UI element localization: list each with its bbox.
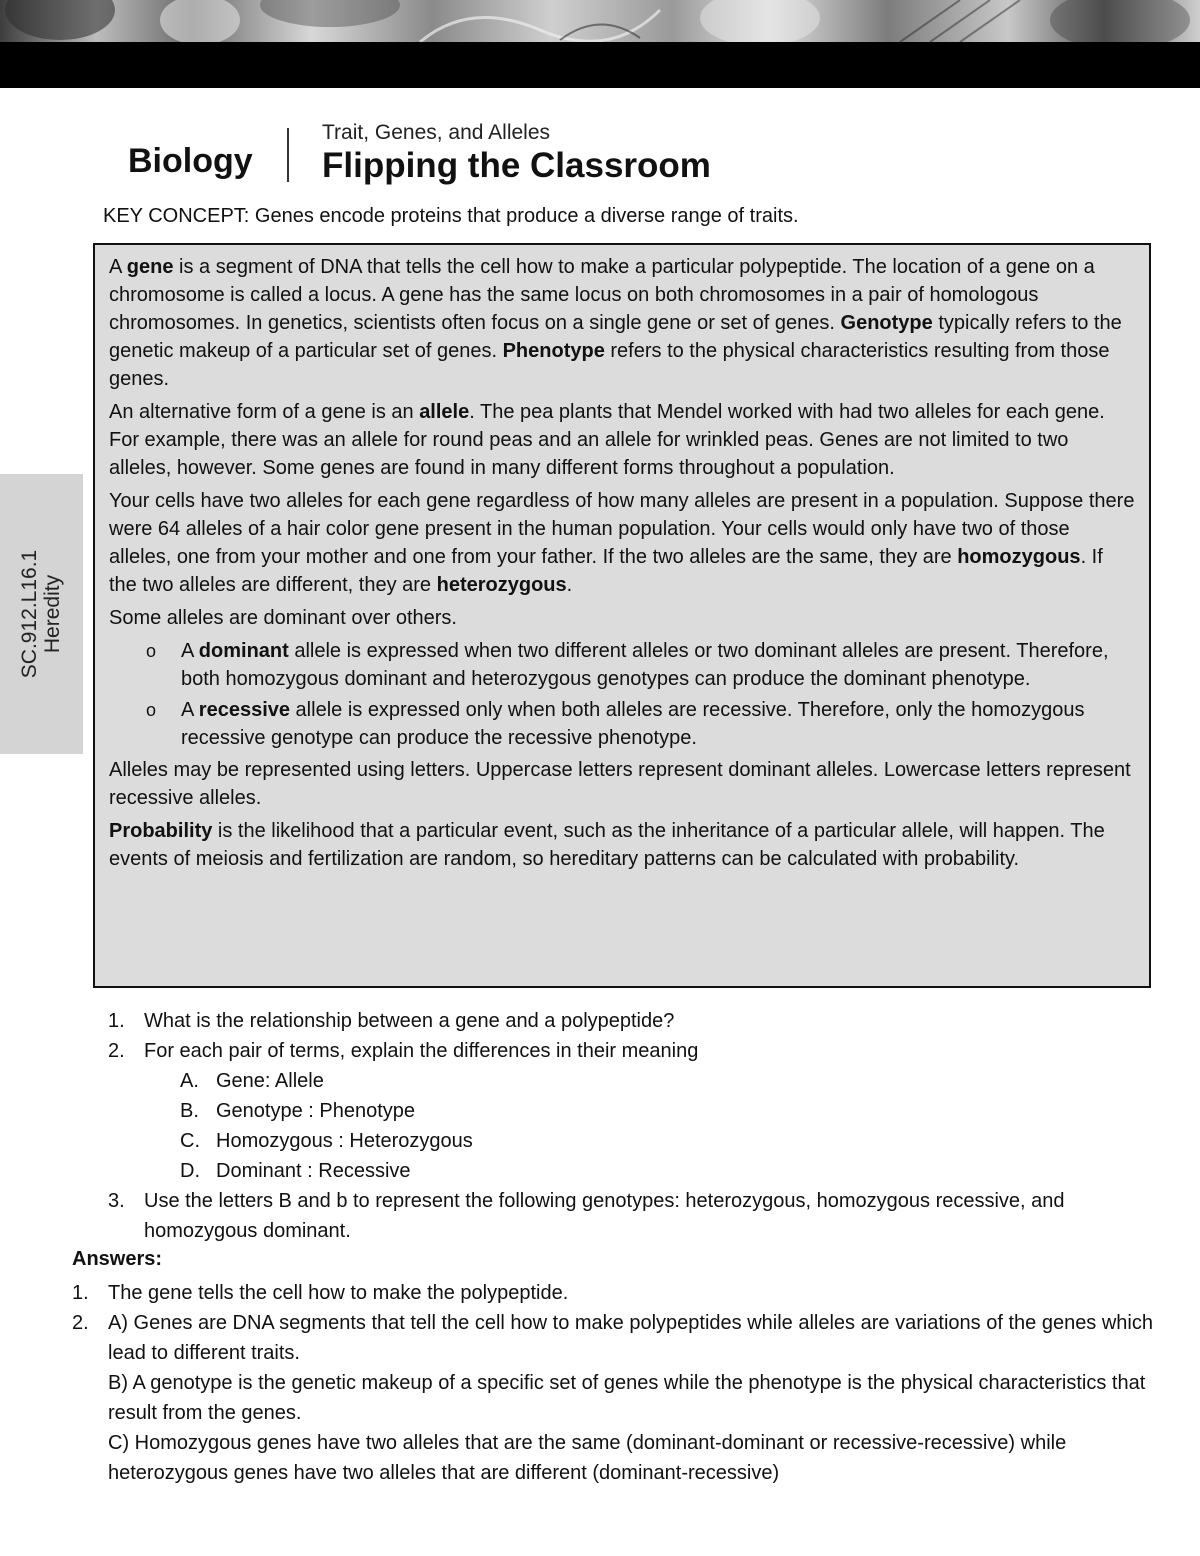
header-black-bar xyxy=(0,42,1200,88)
answer-1: 1. The gene tells the cell how to make the polypeptide. xyxy=(72,1282,569,1304)
term-homozygous: homozygous xyxy=(957,546,1081,568)
answer-list xyxy=(72,1278,1162,1488)
term-dominant: dominant xyxy=(198,640,289,662)
term-heterozygous: heterozygous xyxy=(436,574,567,596)
bullet-marker: o xyxy=(146,700,157,720)
answer-2c: C) Homozygous genes have two alleles that are the same (dominant-dominant or recessive-recessive) while heterozygous genes have two alleles that are different (dominant-recessive) xyxy=(108,1432,1067,1484)
question-2-item: A. Gene: Allele xyxy=(180,1070,324,1092)
side-tab-standard xyxy=(0,474,83,754)
term-genotype: Genotype xyxy=(840,312,933,334)
lesson-subtitle: Trait, Genes, and Alleles xyxy=(322,121,551,144)
answers-heading: Answers: xyxy=(72,1248,163,1270)
banner-texture-graphic xyxy=(0,0,1200,42)
paragraph-zygosity: Your cells have two alleles for each gene regardless of how many alleles are present in a population. Suppose there were 64 alleles of a hair color gene present in the human population. Your cells would only have two of those alleles, one from your mother and one from your father. If the two alleles are the same, they are homozygous. If the two alleles are different, they are heterozygous. xyxy=(109,490,1135,596)
answer-2b: B) A genotype is the genetic makeup of a specific set of genes while the phenotype is the physical characteristics that result from the genes. xyxy=(108,1372,1146,1424)
header-divider xyxy=(287,128,289,182)
key-concept: KEY CONCEPT: Genes encode proteins that produce a diverse range of traits. xyxy=(103,205,799,227)
list-item: o A recessive allele is expressed only when both alleles are recessive. Therefore, only the homozygous recessive genotype can produce the recessive phenotype. xyxy=(109,696,1135,752)
term-allele: allele xyxy=(419,401,470,423)
header-banner-image xyxy=(0,0,1200,42)
answer-2a: A) Genes are DNA segments that tell the cell how to make polypeptides while alleles are variations of the genes which lead to different traits. xyxy=(108,1312,1153,1364)
paragraph-allele: An alternative form of a gene is an allele. The pea plants that Mendel worked with had two alleles for each gene. For example, there was an allele for round peas and an allele for wrinkled peas. Genes are not limited to two alleles, however. Some genes are found in many different forms throughout a population. xyxy=(109,401,1105,479)
question-2-item: C. Homozygous : Heterozygous xyxy=(180,1130,473,1152)
side-tab-text xyxy=(18,550,64,678)
question-2-item: B. Genotype : Phenotype xyxy=(180,1100,416,1122)
question-2: 2. For each pair of terms, explain the differences in their meaning xyxy=(108,1040,699,1062)
bullet-marker: o xyxy=(146,641,157,661)
paragraph-letters: Alleles may be represented using letters. Uppercase letters represent dominant alleles. Lowercase letters represent recessive alleles. xyxy=(109,759,1131,809)
dominance-list xyxy=(109,637,1135,752)
question-1: 1. What is the relationship between a gene and a polypeptide? xyxy=(108,1010,675,1032)
question-3: 3. Use the letters B and b to represent the following genotypes: heterozygous, homozygous recessive, and homozygous dominant. xyxy=(108,1190,1065,1242)
question-2-item: D. Dominant : Recessive xyxy=(180,1160,411,1182)
term-gene: gene xyxy=(126,256,174,278)
question-list xyxy=(108,1006,1148,1246)
reading-box xyxy=(93,243,1151,988)
standard-code: SC.912.L16.1 xyxy=(18,549,41,679)
standard-topic: Heredity xyxy=(41,574,64,654)
term-recessive: recessive xyxy=(198,699,290,721)
paragraph-dominance: Some alleles are dominant over others. xyxy=(109,607,457,629)
subject-label: Biology xyxy=(128,142,253,180)
term-phenotype: Phenotype xyxy=(502,340,605,362)
answer-2: 2. A) Genes are DNA segments that tell the cell how to make polypeptides while alleles are variations of the genes which lead to different traits. B) A genotype is the genetic makeup of a specific set of genes while the phenotype is the physical characteristics that result from the genes. C) Homozygous genes have two alleles that are the same (dominant-dominant or recessive-recessive) while heterozygous genes have two alleles that are different (dominant-recessive) xyxy=(72,1308,1162,1488)
list-item: o A dominant allele is expressed when two different alleles or two dominant alleles are present. Therefore, both homozygous dominant and heterozygous genotypes can produce the dominant phenotype. xyxy=(109,637,1135,693)
paragraph-probability: Probability is the likelihood that a particular event, such as the inheritance of a particular allele, will happen. The events of meiosis and fertilization are random, so hereditary patterns can be calculated with probability. xyxy=(109,820,1105,870)
term-probability: Probability xyxy=(109,820,213,842)
page-title: Flipping the Classroom xyxy=(322,146,711,185)
paragraph-gene: A gene is a segment of DNA that tells the cell how to make a particular polypeptide. The location of a gene on a chromosome is called a locus. A gene has the same locus on both chromosomes in a pair of homologous chromosomes. In genetics, scientists often focus on a single gene or set of genes. Genotype typically refers to the genetic makeup of a particular set of genes. Phenotype refers to the physical characteristics resulting from those genes. xyxy=(109,256,1122,390)
